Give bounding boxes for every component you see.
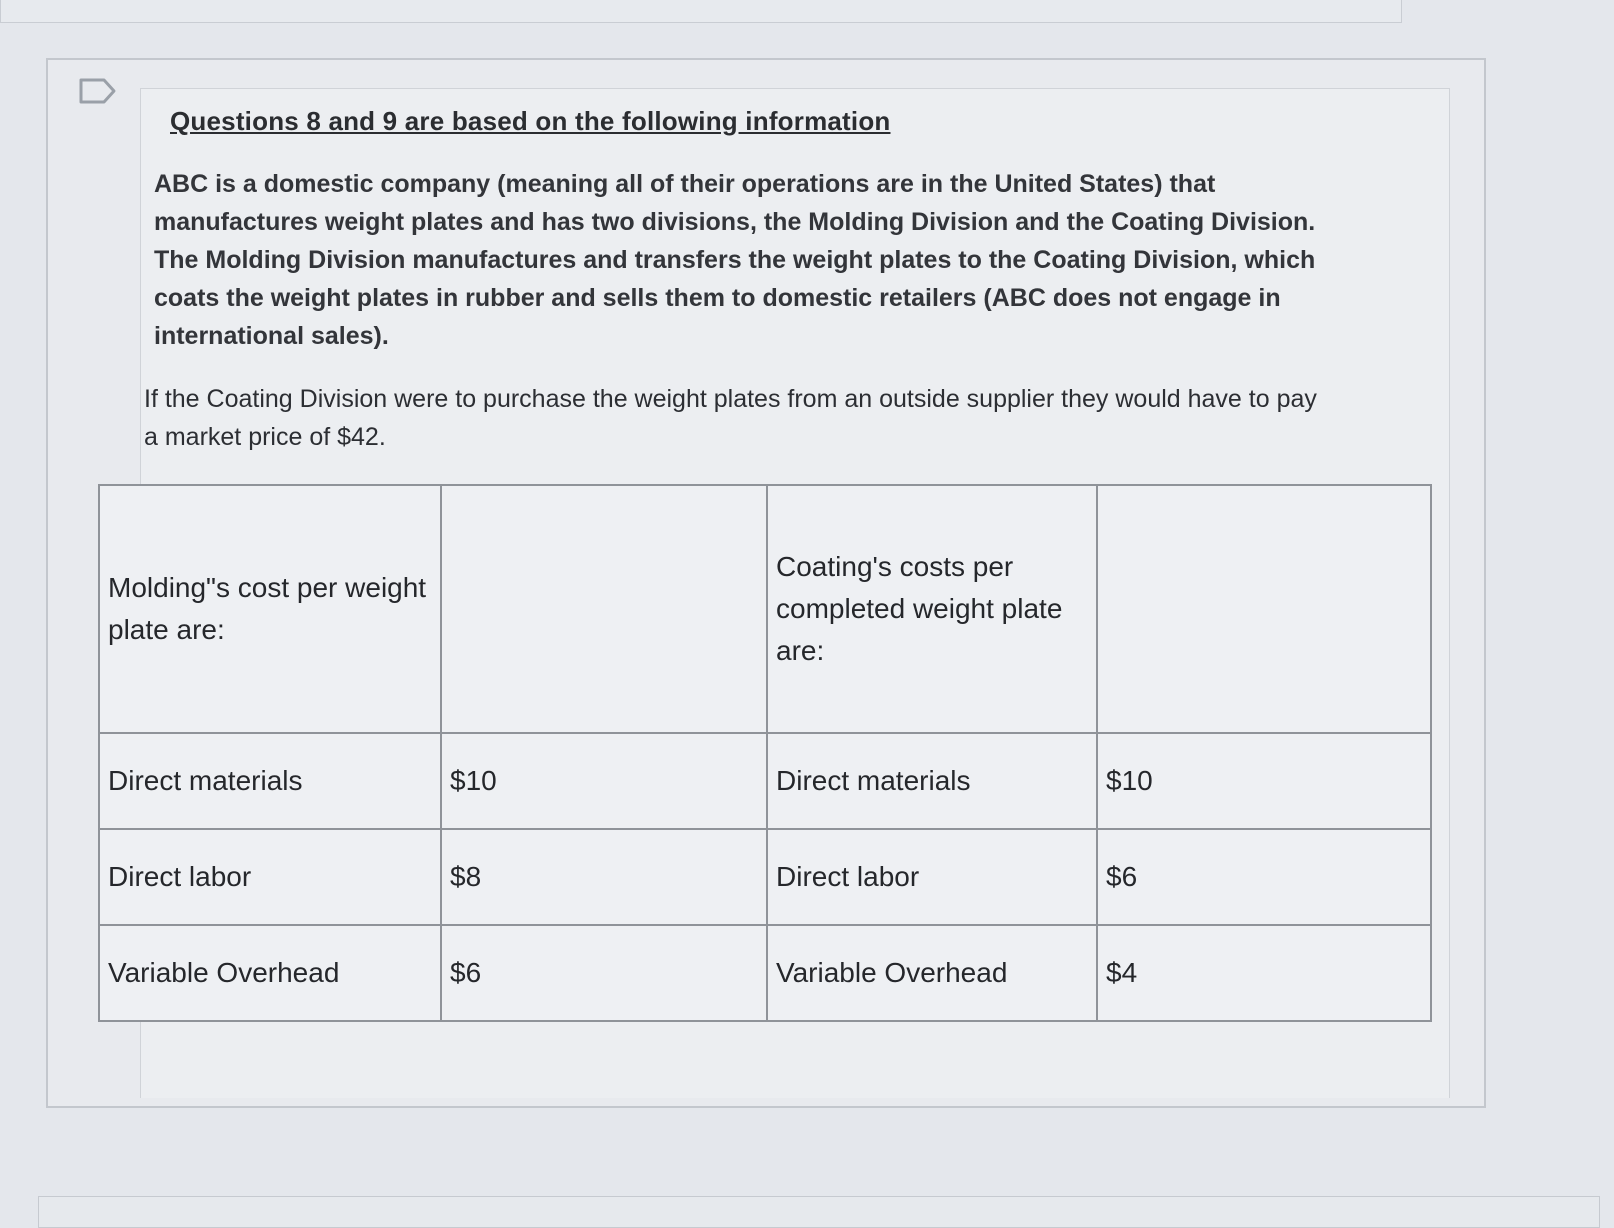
table-header-row bbox=[99, 485, 1431, 733]
flag-question-icon[interactable] bbox=[78, 76, 118, 106]
molding-cost-value: $6 bbox=[441, 925, 767, 1021]
coating-cost-value: $4 bbox=[1097, 925, 1431, 1021]
empty-header-cell bbox=[1097, 485, 1431, 733]
molding-cost-label: Direct labor bbox=[99, 829, 441, 925]
previous-question-panel-edge bbox=[0, 0, 1402, 23]
coating-cost-value: $10 bbox=[1097, 733, 1431, 829]
coating-cost-label: Direct materials bbox=[767, 733, 1097, 829]
table-row bbox=[99, 733, 1431, 829]
molding-cost-value: $8 bbox=[441, 829, 767, 925]
company-description: ABC is a domestic company (meaning all of their operations are in the United States) that manufactures weight plates and has two divisions, the Molding Division and the Coating Division. The Molding Division manufactures and transfers the weight plates to the Coating Division, which coats the weight plates in rubber and sells them to domestic retailers (ABC does not engage in international sales). bbox=[154, 170, 1316, 350]
coating-cost-label: Variable Overhead bbox=[767, 925, 1097, 1021]
coating-cost-header: Coating's costs per completed weight plate are: bbox=[767, 485, 1097, 733]
coating-cost-label: Direct labor bbox=[767, 829, 1097, 925]
division-cost-table bbox=[98, 484, 1432, 1022]
market-price-statement: If the Coating Division were to purchase the weight plates from an outside supplier they would have to pay a market price of $42. bbox=[144, 385, 1317, 451]
empty-header-cell bbox=[441, 485, 767, 733]
molding-cost-header: Molding"s cost per weight plate are: bbox=[99, 485, 441, 733]
molding-cost-label: Variable Overhead bbox=[99, 925, 441, 1021]
table-row bbox=[99, 829, 1431, 925]
coating-cost-value: $6 bbox=[1097, 829, 1431, 925]
question-heading: Questions 8 and 9 are based on the following information bbox=[170, 106, 891, 136]
table-row bbox=[99, 925, 1431, 1021]
molding-cost-value: $10 bbox=[441, 733, 767, 829]
next-question-panel-edge bbox=[38, 1196, 1600, 1228]
molding-cost-label: Direct materials bbox=[99, 733, 441, 829]
